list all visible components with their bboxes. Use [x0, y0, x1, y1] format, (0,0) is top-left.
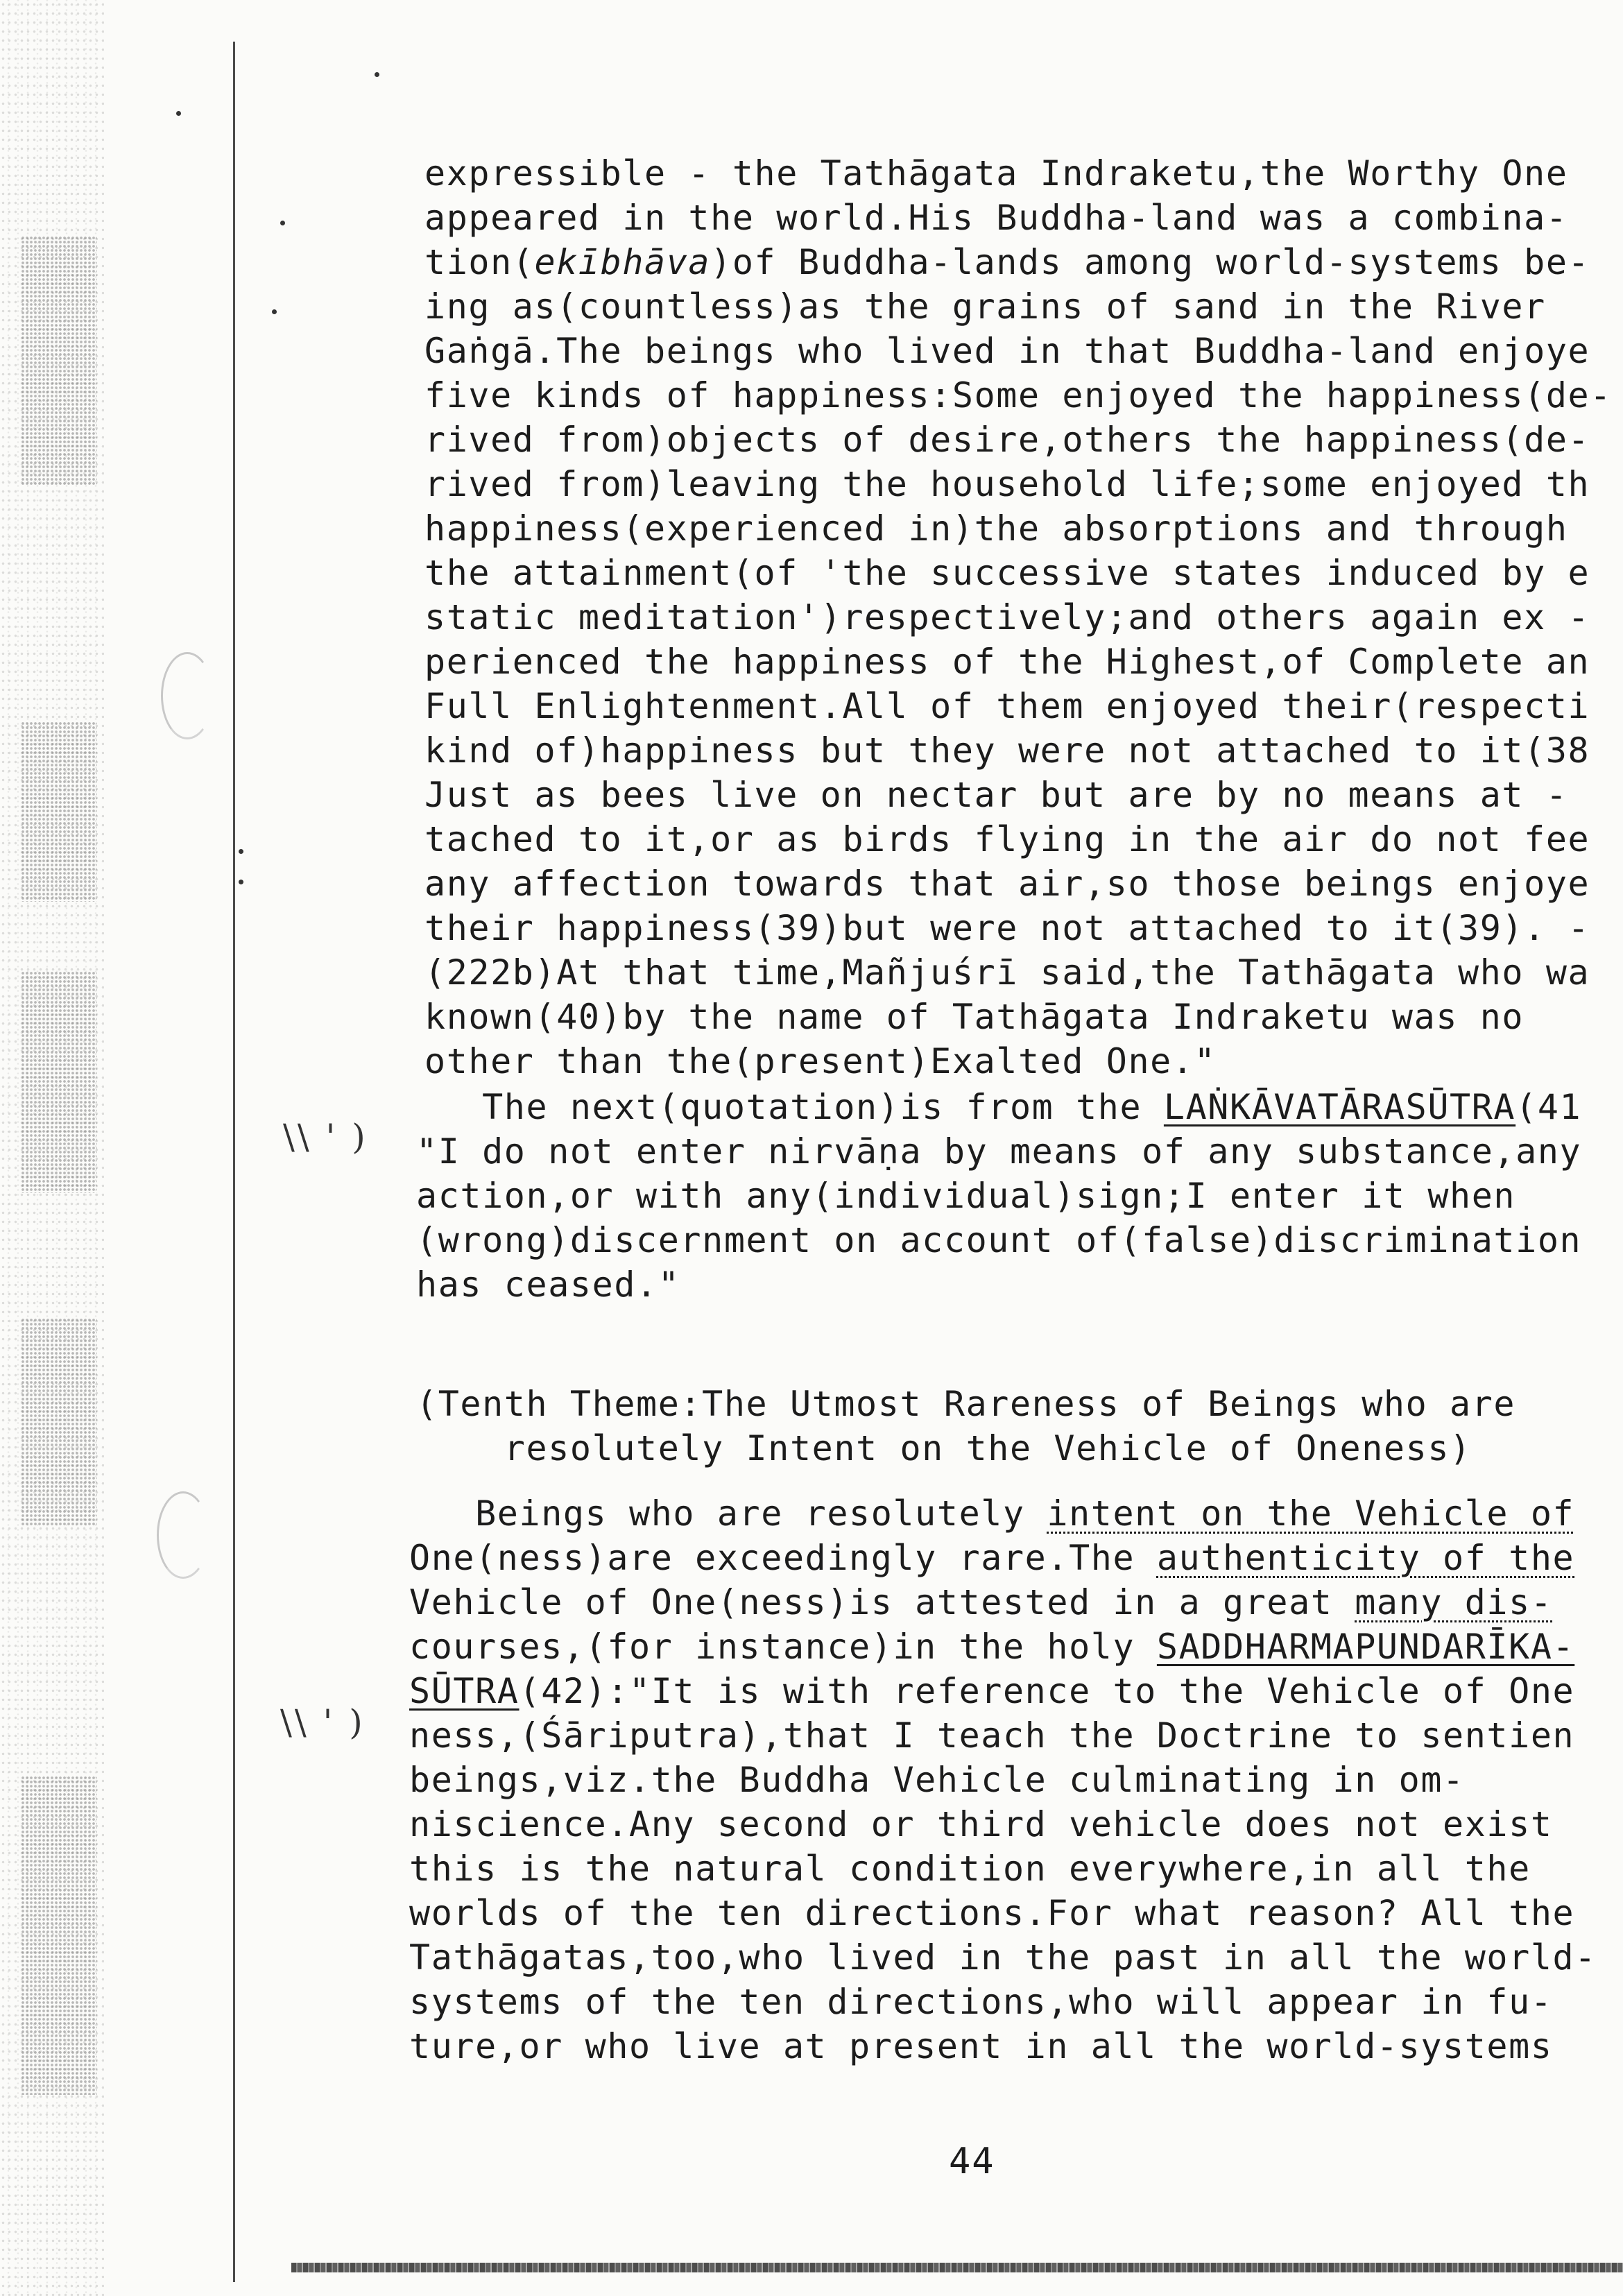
paragraph-line [424, 551, 1590, 595]
text-run: Full Enlightenment.All of them enjoyed their(respecti [424, 686, 1590, 726]
text-run: Gaṅgā.The beings who lived in that Buddha-land enjoye [424, 331, 1590, 371]
text-run: tion( [424, 242, 535, 282]
text-run: their happiness(39)but were not attached to it(39). - [424, 908, 1590, 948]
paragraph-line [424, 862, 1590, 906]
paragraph-line [409, 1758, 1465, 1802]
text-run: happiness(experienced in)the absorptions and through [424, 508, 1568, 549]
paragraph-line [424, 196, 1568, 240]
paragraph-line [424, 684, 1590, 728]
text-run: the attainment(of 'the successive states induced by e [424, 553, 1590, 593]
paragraph-line [424, 995, 1524, 1039]
paragraph-line [424, 640, 1590, 684]
scan-dot [272, 309, 277, 314]
scan-dot [176, 111, 181, 116]
punch-hole-mark [157, 1491, 209, 1579]
text-run: has ceased." [416, 1265, 680, 1305]
paragraph-line [409, 1980, 1553, 2024]
paragraph-line [424, 1039, 1216, 1083]
dotted-underline-text: many dis- [1355, 1582, 1553, 1622]
underlined-title: SADDHARMAPUNDARĪKA- [1156, 1627, 1575, 1667]
scan-dot [239, 849, 243, 854]
text-run: worlds of the ten directions.For what reason? All the [409, 1893, 1575, 1933]
text-run: expressible - the Tathāgata Indraketu,the Worthy One [424, 153, 1568, 194]
paragraph-line [409, 1891, 1574, 1935]
paragraph-line [409, 2024, 1553, 2068]
paragraph-line [424, 462, 1590, 506]
text-run: known(40)by the name of Tathāgata Indraketu was no [424, 997, 1525, 1037]
binding-margin-line [233, 42, 235, 2282]
text-run: (222b)At that time,Mañjuśrī said,the Tathāgata who wa [424, 952, 1590, 993]
dotted-underline-text: intent on the Vehicle of [1047, 1493, 1575, 1534]
paragraph-line [424, 329, 1590, 373]
section-heading-line [416, 1382, 1515, 1426]
text-run: Just as bees live on nectar but are by no means at - [424, 775, 1568, 815]
text-run: five kinds of happiness:Some enjoyed the happiness(de- [424, 375, 1612, 415]
paragraph-line [424, 240, 1590, 284]
text-run: ture,or who live at present in all the world-systems [409, 2026, 1553, 2066]
paragraph-line [409, 1580, 1553, 1625]
paragraph-line [424, 950, 1590, 995]
text-run: appeared in the world.His Buddha-land was a combina- [424, 198, 1568, 238]
paragraph-line [424, 151, 1568, 196]
text-run: perienced the happiness of the Highest,of Complete an [424, 642, 1590, 682]
scan-dot [239, 880, 243, 884]
paragraph-line [409, 1713, 1574, 1758]
text-run: The next(quotation)is from the [416, 1087, 1164, 1127]
paragraph-line [416, 1085, 1581, 1129]
text-run: ness,(Śāriputra),that I teach the Doctrine to sentien [409, 1715, 1575, 1756]
underlined-title: LAṄKĀVATĀRASŪTRA [1163, 1087, 1516, 1127]
text-run: (42):"It is with reference to the Vehicle of One [519, 1671, 1575, 1711]
paragraph-line [409, 1802, 1553, 1847]
text-run: tached to it,or as birds flying in the air do not fee [424, 819, 1590, 859]
scan-dot [280, 221, 285, 225]
text-run: action,or with any(individual)sign;I enter it when [416, 1176, 1516, 1216]
paragraph-line [409, 1536, 1574, 1580]
scan-noise-patch [21, 721, 97, 902]
italic-term: ekībhāva [534, 242, 711, 282]
underlined-title: SŪTRA [409, 1671, 519, 1711]
text-run: Beings who are resolutely [409, 1493, 1047, 1534]
text-run: this is the natural condition everywhere,in all the [409, 1849, 1531, 1889]
paragraph-line [409, 1491, 1574, 1536]
paragraph-line [409, 1625, 1574, 1669]
text-run: courses,(for instance)in the holy [409, 1627, 1157, 1667]
paragraph-line [424, 595, 1590, 640]
text-run: niscience.Any second or third vehicle does not exist [409, 1804, 1553, 1844]
text-run: other than the(present)Exalted One." [424, 1041, 1217, 1081]
dotted-underline-text: authenticity of the [1156, 1538, 1575, 1578]
paragraph-line [424, 773, 1568, 817]
text-run: Tathāgatas,too,who lived in the past in all the world- [409, 1937, 1597, 1978]
punch-hole-mark [161, 652, 214, 739]
paragraph-line [416, 1262, 680, 1307]
paragraph-line [424, 728, 1590, 773]
margin-note: \\ ' ) [280, 1702, 366, 1742]
section-heading-line [416, 1426, 1472, 1471]
paragraph-line [424, 373, 1612, 418]
paragraph-line [409, 1935, 1597, 1980]
text-run: resolutely Intent on the Vehicle of Oneness) [416, 1428, 1472, 1468]
text-run: ing as(countless)as the grains of sand in the River [424, 286, 1546, 327]
text-run: Vehicle of One(ness)is attested in a great [409, 1582, 1355, 1622]
text-run: )of Buddha-lands among world-systems be- [710, 242, 1590, 282]
scan-noise-patch [21, 971, 97, 1193]
paragraph-line [424, 817, 1590, 862]
paragraph-line [416, 1218, 1581, 1262]
text-run: rived from)leaving the household life;some enjoyed th [424, 464, 1590, 504]
text-run: (wrong)discernment on account of(false)discrimination [416, 1220, 1582, 1260]
text-run: "I do not enter nirvāṇa by means of any substance,any [416, 1131, 1582, 1172]
paragraph-line [416, 1174, 1515, 1218]
scan-dot [375, 72, 379, 77]
paragraph-line [409, 1847, 1531, 1891]
paragraph-line [416, 1129, 1581, 1174]
text-run: (41 [1515, 1087, 1582, 1127]
scan-bottom-edge [291, 2263, 1623, 2272]
paragraph-line [409, 1669, 1574, 1713]
text-run: kind of)happiness but they were not attached to it(38 [424, 730, 1590, 771]
paragraph-line [424, 506, 1568, 551]
text-run: static meditation')respectively;and others again ex - [424, 597, 1590, 637]
text-run: One(ness)are exceedingly rare.The [409, 1538, 1157, 1578]
paragraph-line [424, 284, 1546, 329]
paragraph-line [424, 906, 1590, 950]
text-run: systems of the ten directions,who will appear in fu- [409, 1982, 1553, 2022]
text-run: (Tenth Theme:The Utmost Rareness of Beings who are [416, 1384, 1516, 1424]
scan-noise-patch [21, 1318, 97, 1526]
text-run: rived from)objects of desire,others the happiness(de- [424, 420, 1590, 460]
scan-noise-patch [21, 1776, 97, 2095]
scan-noise-patch [21, 236, 97, 486]
text-run: any affection towards that air,so those beings enjoye [424, 864, 1590, 904]
page-number: 44 [949, 2141, 995, 2182]
paragraph-line [424, 418, 1590, 462]
margin-note: \\ ' ) [283, 1117, 368, 1157]
text-run: beings,viz.the Buddha Vehicle culminating in om- [409, 1760, 1465, 1800]
